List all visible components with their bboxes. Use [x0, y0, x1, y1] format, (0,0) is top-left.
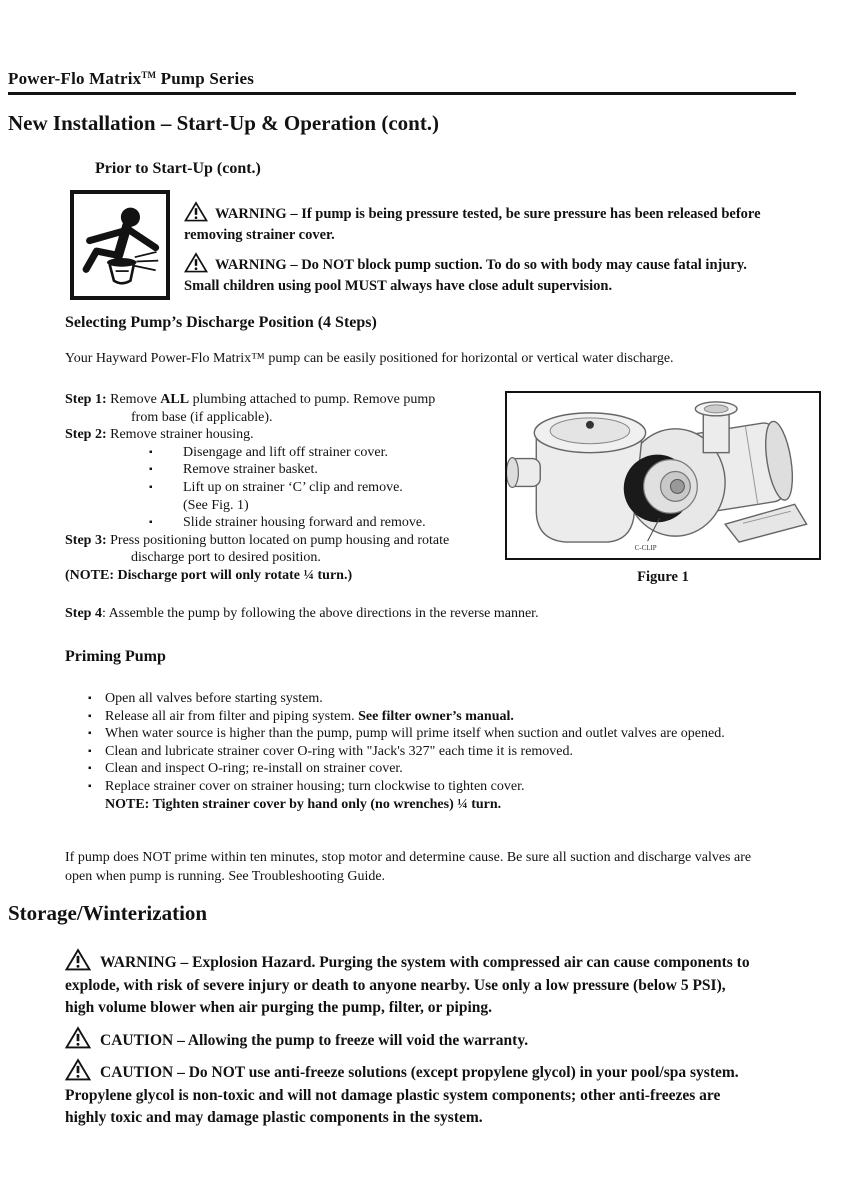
warning-triangle-icon — [65, 1026, 91, 1049]
bullet-text — [105, 690, 788, 708]
section-title-new-installation: New Installation – Start-Up & Operation (cont.) — [8, 111, 440, 135]
warning-block — [70, 190, 784, 300]
step-text: Remove — [110, 392, 161, 407]
bullet-note-bold: NOTE: Tighten strainer cover by hand only (no wrenches) ¼ turn. — [105, 796, 502, 812]
warning-text: – If pump is being pressure tested, be sure pressure has been released before removing strainer cover. — [184, 206, 761, 243]
warning-label: WARNING — [215, 257, 287, 273]
caution-antifreeze — [65, 1058, 755, 1130]
bullet-text-normal: Clean and lubricate strainer cover O-ring with "Jack's 327" each time it is removed. — [105, 743, 574, 759]
brand-rest: Pump Series — [156, 69, 255, 88]
warning-pressure-test — [184, 201, 784, 245]
c-clip-label: C-CLIP — [634, 544, 657, 553]
warning-text: – Explosion Hazard. Purging the system with compressed air can cause components to explode, with risk of severe injury or death to anyone nearby. Use only a low pressure (below 5 PSI), high volume blower when air purging the pump, filter, or piping. — [65, 954, 750, 1016]
page-header-brand — [8, 69, 254, 89]
bullet-text-normal: When water source is higher than the pump, pump will prime itself when suction and outlet valves are opened. — [105, 726, 725, 742]
warning-triangle-icon — [65, 1058, 91, 1081]
suction-hazard-figure — [80, 200, 160, 290]
bullet-text-bold: See filter owner’s manual. — [358, 708, 514, 724]
sub-bullet-text: Disengage and lift off strainer cover. — [183, 444, 389, 460]
discharge-steps-list — [65, 391, 460, 585]
step-text: : Assemble the pump by following the above directions in the reverse manner. — [101, 606, 539, 621]
priming-bullet — [88, 725, 788, 743]
priming-bullet-list — [88, 690, 788, 813]
warning-texts — [184, 190, 784, 300]
sub-bullet-continuation — [65, 497, 460, 515]
step-label: Step 3 — [65, 532, 102, 548]
warning-label: CAUTION — [100, 1031, 174, 1049]
warning-block-suction — [184, 252, 784, 296]
warning-label: WARNING — [215, 206, 287, 222]
square-bullet-icon: ▪ — [88, 710, 92, 722]
step-separator: : — [101, 392, 111, 407]
step-text: Remove strainer housing. — [110, 427, 254, 443]
step-4 — [65, 606, 785, 622]
square-bullet-icon: ▪ — [88, 728, 92, 740]
bullet-text — [105, 778, 788, 813]
suction-entrapment-hazard-icon — [70, 190, 170, 300]
figure-frame — [505, 391, 821, 560]
step-1 — [65, 391, 460, 426]
square-bullet-icon: ▪ — [149, 446, 153, 458]
step-text-bold: ALL — [160, 392, 190, 407]
bullet-text — [105, 760, 788, 778]
warning-text: – Do NOT block pump suction. To do so with body may cause fatal injury. Small children using pool MUST always have close adult supervision. — [184, 257, 747, 294]
priming-bullet — [88, 743, 788, 761]
warning-label: CAUTION — [100, 1064, 174, 1081]
step-label: Step 1 — [65, 392, 102, 407]
figure-caption: Figure 1 — [637, 569, 689, 585]
step-text: plumbing attached to pump. Remove pump from base (if applicable). — [131, 392, 436, 425]
brand-name: Power-Flo Matrix — [8, 69, 142, 88]
step-text: Press positioning button located on pump housing and rotate discharge port to desired position. — [110, 532, 450, 566]
square-bullet-icon: ▪ — [88, 693, 92, 704]
warning-label: WARNING — [100, 954, 177, 971]
discharge-intro-paragraph: Your Hayward Power-Flo Matrix™ pump can be easily positioned for horizontal or vertical water discharge. — [65, 351, 674, 366]
bullet-text-normal: Clean and inspect O-ring; re-install on strainer cover. — [105, 761, 403, 777]
section-title-storage-winterization: Storage/Winterization — [8, 901, 208, 925]
sub-bullet-text: Lift up on strainer ‘C’ clip and remove. — [183, 479, 403, 495]
step-label: Step 4 — [65, 606, 102, 621]
trademark-superscript: TM — [141, 70, 157, 80]
step-2 — [65, 426, 460, 444]
bullet-text — [105, 725, 788, 743]
sub-bullet-text: Remove strainer basket. — [183, 462, 318, 478]
square-bullet-icon: ▪ — [149, 481, 153, 493]
warning-triangle-icon — [184, 201, 208, 222]
figure-1 — [505, 391, 821, 586]
square-bullet-icon: ▪ — [88, 745, 92, 757]
storage-warning-list — [65, 948, 755, 1130]
step-separator: : — [101, 532, 111, 548]
rotation-note: (NOTE: Discharge port will only rotate ¼ turn.) — [65, 567, 353, 583]
bullet-text — [105, 743, 788, 761]
sub-bullet — [65, 514, 460, 532]
warning-explosion-hazard — [65, 948, 755, 1020]
sub-bullet-text: Slide strainer housing forward and remove. — [183, 515, 426, 531]
step-separator: : — [101, 427, 111, 443]
mounting-foot — [725, 504, 807, 542]
bullet-text-normal: Release all air from filter and piping system. — [105, 708, 359, 724]
warning-text: – Allowing the pump to freeze will void the warranty. — [173, 1031, 529, 1049]
sub-bullet-text: (See Fig. 1) — [183, 497, 249, 513]
step-label: Step 2 — [65, 427, 102, 443]
subheading-prior-to-startup: Prior to Start-Up (cont.) — [95, 160, 261, 177]
warning-triangle-icon — [184, 252, 208, 273]
sub-bullet — [65, 444, 460, 462]
priming-bullet — [88, 760, 788, 778]
sub-bullet — [65, 461, 460, 479]
subheading-priming-pump: Priming Pump — [65, 648, 166, 665]
header-rule — [8, 92, 796, 95]
subheading-selecting-discharge-position: Selecting Pump’s Discharge Position (4 Steps) — [65, 314, 377, 331]
square-bullet-icon: ▪ — [149, 464, 153, 476]
sub-bullet — [65, 479, 460, 497]
priming-bullet — [88, 690, 788, 708]
priming-bullet — [88, 708, 788, 726]
priming-footer-paragraph: If pump does NOT prime within ten minutes, stop motor and determine cause. Be sure all suction and discharge valves are open when pump is running. See Troubleshooting Guide. — [65, 850, 752, 884]
bullet-text-normal: Open all valves before starting system. — [105, 691, 323, 706]
bullet-text — [105, 708, 788, 726]
warning-text: – Do NOT use anti-freeze solutions (except propylene glycol) in your pool/spa system. Propylene glycol is non-toxic and will not damage plastic system components; other anti-freezes are highly toxic and may damage plastic components in the system. — [65, 1064, 739, 1126]
caution-freeze — [65, 1026, 755, 1053]
bullet-text-normal: Replace strainer cover on strainer housing; turn clockwise to tighten cover. — [105, 778, 525, 794]
warning-triangle-icon — [65, 948, 91, 971]
square-bullet-icon: ▪ — [149, 517, 153, 529]
square-bullet-icon: ▪ — [88, 780, 92, 792]
pump-illustration — [507, 393, 819, 558]
step-3 — [65, 532, 460, 567]
square-bullet-icon: ▪ — [88, 763, 92, 775]
priming-bullet — [88, 778, 788, 813]
